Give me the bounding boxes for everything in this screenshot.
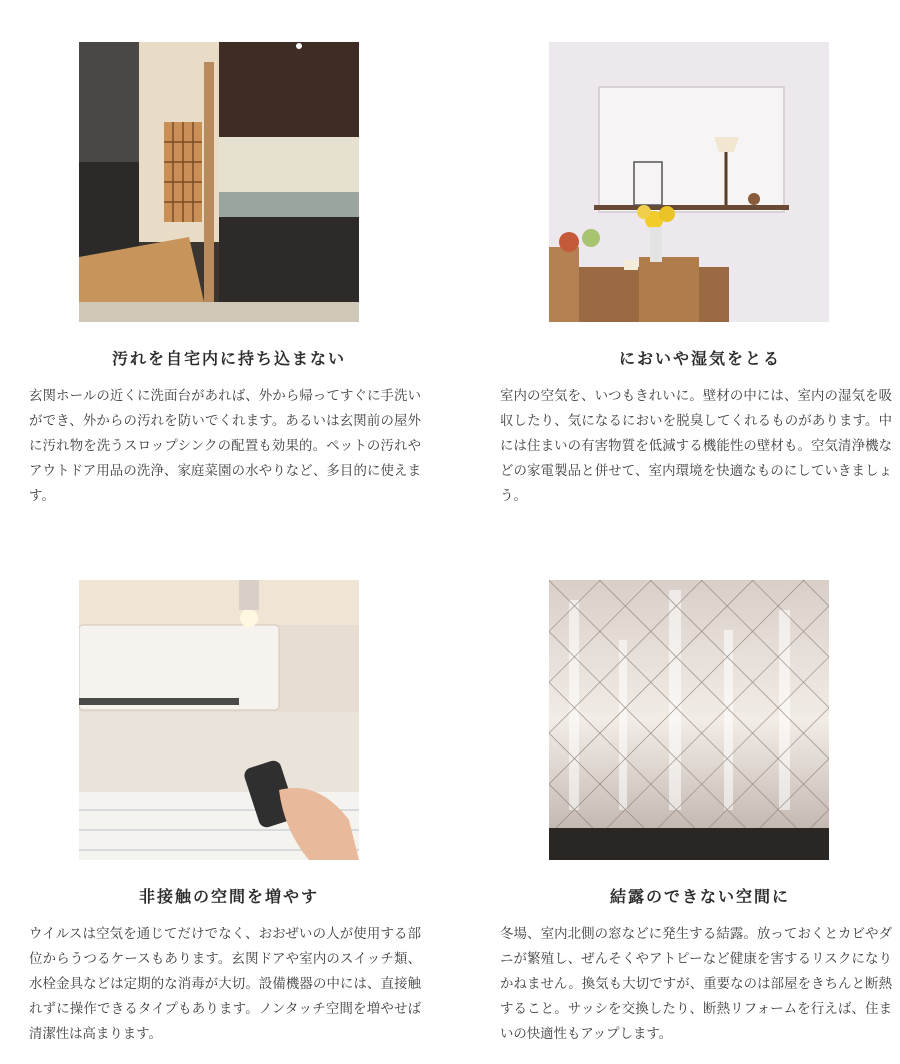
- condensation-window-photo: [549, 580, 829, 860]
- section-title: 汚れを自宅内に持ち込まない: [111, 349, 346, 368]
- section-title: 結露のできない空間に: [609, 887, 790, 906]
- entrance-sink-photo: [79, 42, 359, 322]
- air-conditioner-photo: [79, 580, 359, 860]
- section-body: ウイルスは空気を通じてだけでなく、おおぜいの人が使用する部位からうつるケースもあります。玄関ドアや室内のスイッチ類、水栓金具などは定期的な消毒が大切。設備機器の中には、直接触れずに操作できるタイプもあります。ノンタッチ空間を増やせば清潔性は高まります。: [29, 927, 421, 1042]
- section-title: においや湿気をとる: [618, 349, 781, 368]
- section-body: 玄関ホールの近くに洗面台があれば、外から帰ってすぐに手洗いができ、外からの汚れを防いでくれます。あるいは玄関前の屋外に汚れ物を洗うスロップシンクの配置も効果的。ペットの汚れやアウトドア用品の洗浄、家庭菜園の水やりなど、多目的に使えます。: [29, 389, 421, 504]
- section-body: 冬場、室内北側の窓などに発生する結露。放っておくとカビやダニが繁殖し、ぜんそくやアトピーなど健康を害するリスクになりかねません。換気も大切ですが、重要なのは部屋をきちんと断熱すること。サッシを交換したり、断熱リフォームを行えば、住まいの快適性もアップします。: [500, 927, 892, 1042]
- section-title: 非接触の空間を増やす: [138, 887, 319, 906]
- section-body: 室内の空気を、いつもきれいに。壁材の中には、室内の湿気を吸収したり、気になるにおいを脱臭してくれるものがあります。中には住まいの有害物質を低減する機能性の壁材も。空気清浄機などの家電製品と併せて、室内環境を快適なものにしていきましょう。: [500, 389, 892, 504]
- dining-niche-photo: [549, 42, 829, 322]
